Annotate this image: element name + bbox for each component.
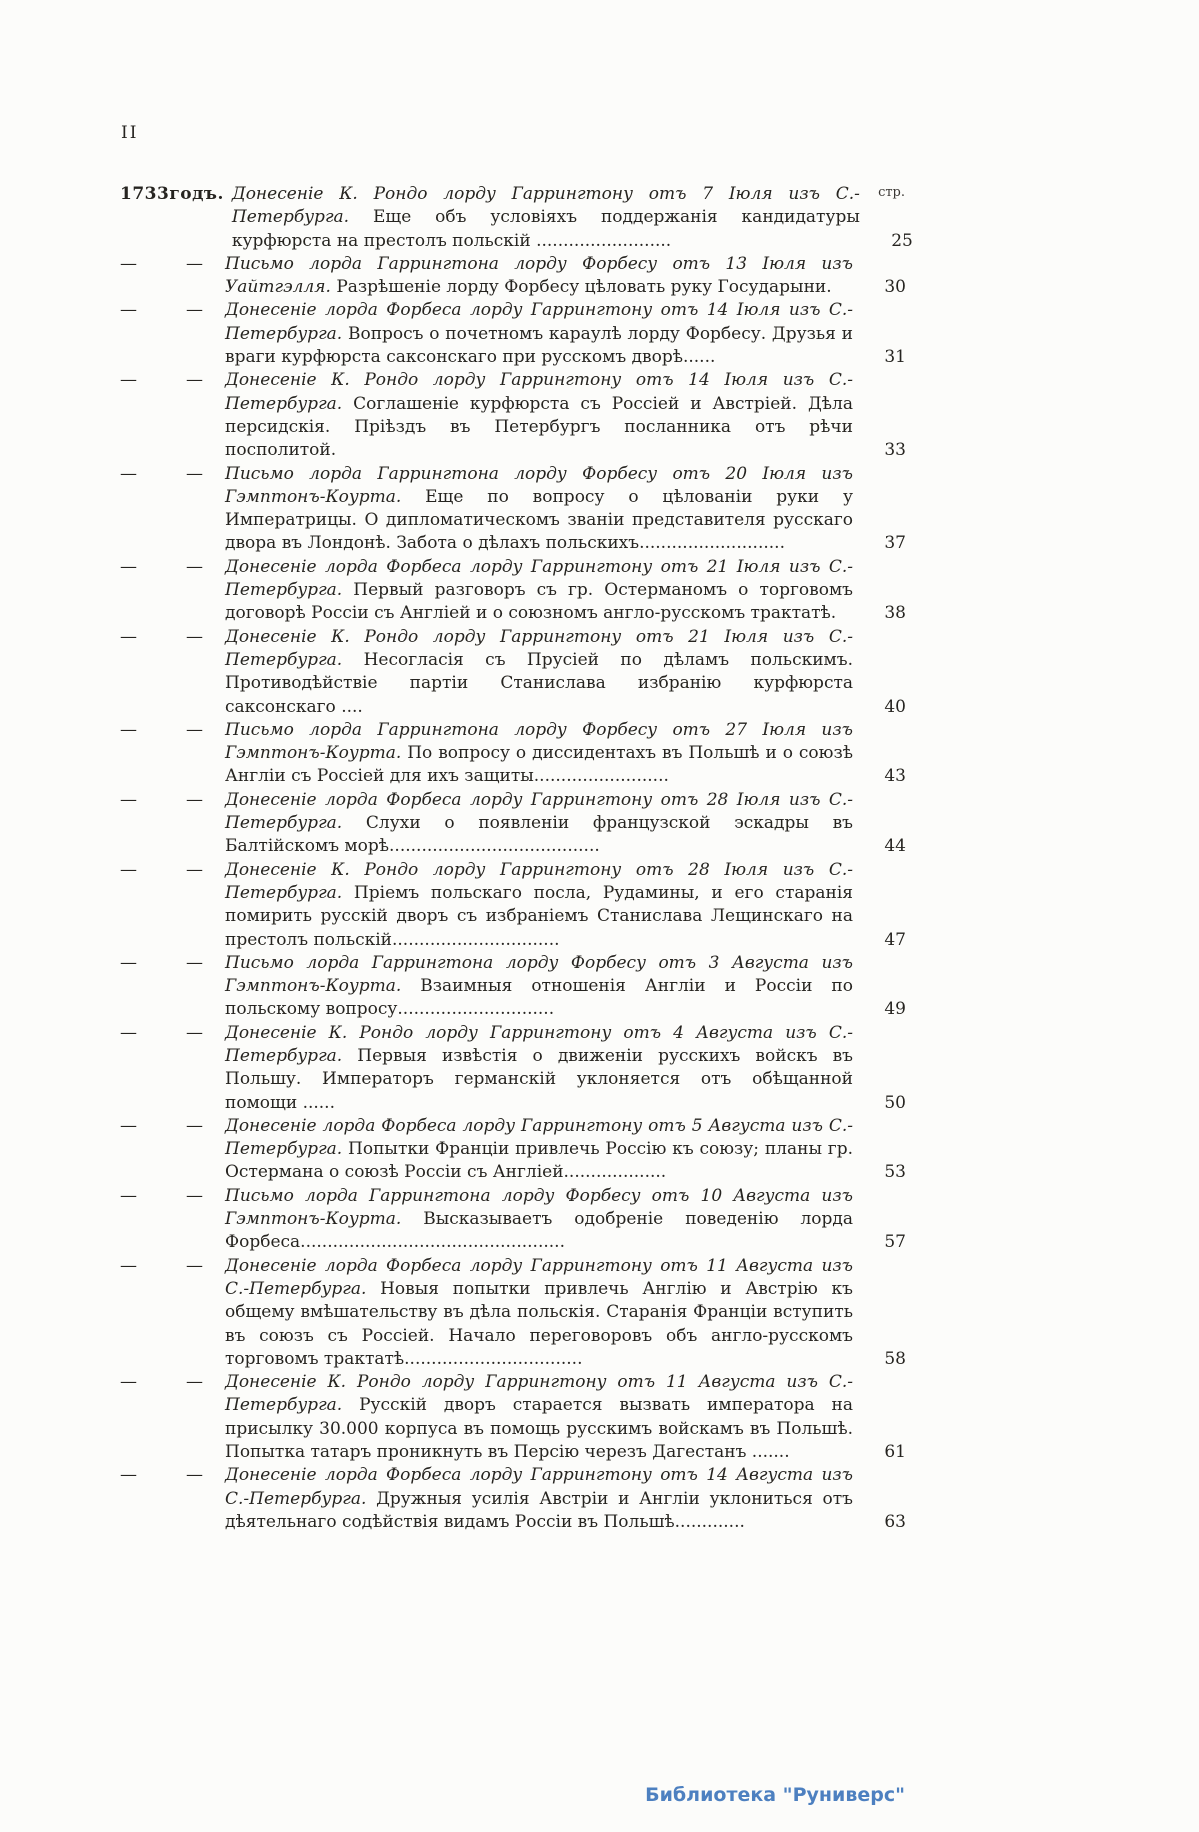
toc-entry	[120, 626, 906, 719]
entry-year-marker	[120, 1464, 225, 1534]
entry-title: Донесеніе К. Рондо лорду Гаррингтону отъ 4 Августа изъ С.-Петербурга.	[225, 1022, 853, 1066]
toc-entry	[120, 859, 906, 952]
entry-marker-left: —	[120, 1022, 137, 1043]
entry-title: Письмо лорда Гаррингтона лорду Форбесу отъ 13 Іюля изъ Уайтгэлля.	[225, 253, 853, 298]
entry-text	[225, 253, 853, 300]
entry-description: Попытки Франціи привлечь Россію къ союзу; планы гр. Остермана о союзѣ Россіи съ Англіей...................	[225, 1139, 853, 1183]
entry-page-number: 61	[884, 1442, 906, 1463]
entry-marker-right: —	[186, 253, 203, 274]
entry-title: Донесеніе лорда Форбеса лорду Гаррингтону отъ 14 Августа изъ С.-Петербурга.	[225, 1465, 853, 1509]
toc-entry	[120, 789, 906, 859]
entry-year-marker	[120, 463, 225, 556]
entry-title: Донесеніе К. Рондо лорду Гаррингтону отъ 14 Іюля изъ С.-Петербурга.	[225, 370, 853, 414]
entry-marker-right: —	[186, 1185, 203, 1206]
entry-description: Несогласія съ Прусіей по дѣламъ польскимъ. Противодѣйствіе партіи Станислава избранію курфюрста саксонскаго ....	[225, 649, 853, 717]
entry-year-marker	[120, 1022, 225, 1115]
entry-year-marker	[120, 556, 225, 626]
entry-year-marker	[120, 1255, 225, 1371]
entry-text	[225, 1371, 853, 1464]
toc-entry	[120, 299, 906, 369]
entry-description: Новыя попытки привлечь Англію и Австрію къ общему вмѣшательству въ дѣла польскія. Старанія Франціи вступить въ союзъ съ Россіей. Начало переговоровъ объ англо-русскомъ торговомъ трактатѣ.................................	[225, 1278, 853, 1369]
page-folio: II	[121, 123, 139, 143]
entry-year-marker	[120, 789, 225, 859]
entry-description: Еще объ условіяхъ поддержанія кандидатуры курфюрста на престолъ польскій .........................	[231, 207, 860, 251]
entry-description: Пріемъ польскаго посла, Рудамины, и его старанія помирить русскій дворъ съ избраніемъ Станислава Лещинскаго на престолъ польскій...............................	[225, 882, 853, 950]
entry-marker-right: —	[186, 1255, 203, 1276]
entry-text	[225, 1185, 853, 1255]
entry-description: Первый разговоръ съ гр. Остерманомъ о торговомъ договорѣ Россіи съ Англіей и о союзномъ англо-русскомъ трактатѣ.	[225, 580, 853, 624]
page-column-header: стр.	[878, 185, 905, 200]
toc-entry	[120, 253, 906, 300]
entry-marker-left: —	[120, 370, 137, 391]
entry-page-number: 47	[884, 929, 906, 950]
entry-marker-left: —	[120, 253, 137, 274]
entry-text	[232, 183, 860, 253]
entry-marker-right: —	[186, 626, 203, 647]
entry-marker-right: —	[186, 952, 203, 973]
entry-marker-right: —	[186, 370, 203, 391]
toc-entry	[120, 1464, 906, 1534]
entry-year-marker	[120, 859, 225, 952]
entry-page-number: 49	[884, 999, 906, 1020]
toc-entry	[120, 463, 906, 556]
entry-marker-left: —	[120, 1255, 137, 1276]
entry-marker-right: —	[186, 463, 203, 484]
entry-marker-right: —	[186, 789, 203, 810]
entry-marker-left: —	[120, 300, 137, 321]
entry-description: Взаимныя отношенія Англіи и Россіи по польскому вопросу.............................	[225, 976, 853, 1020]
entry-title: Донесеніе лорда Форбеса лорду Гаррингтону отъ 28 Іюля изъ С.-Петербурга.	[225, 789, 853, 834]
entry-text	[225, 369, 853, 462]
entry-title: Письмо лорда Гаррингтона лорду Форбесу отъ 3 Августа изъ Гэмптонъ-Коурта.	[225, 952, 853, 997]
entry-title: Донесеніе К. Рондо лорду Гаррингтону отъ 21 Іюля изъ С.-Петербурга.	[225, 626, 853, 670]
entry-description: Высказываетъ одобреніе поведенію лорда Форбеса.................................................	[225, 1209, 853, 1253]
toc-list	[120, 183, 913, 1534]
entry-marker-right: —	[186, 1022, 203, 1043]
entry-description: Первыя извѣстія о движеніи русскихъ войскъ въ Польшу. Императоръ германскій уклоняется отъ обѣщанной помощи ......	[225, 1045, 853, 1113]
entry-text	[225, 556, 853, 626]
entry-text	[225, 1255, 853, 1371]
entry-page-number: 58	[884, 1348, 906, 1369]
entry-marker-left: —	[120, 952, 137, 973]
toc-entry	[120, 183, 913, 253]
entry-year-marker	[120, 253, 225, 300]
entry-marker-left: —	[120, 789, 137, 810]
entry-marker-right: —	[186, 300, 203, 321]
toc-entry	[120, 369, 906, 462]
toc-entry	[120, 1022, 906, 1115]
toc-entry	[120, 556, 906, 626]
entry-text	[225, 1464, 853, 1534]
entry-page-number: 38	[884, 603, 906, 624]
library-watermark: Библиотека "Руниверс"	[645, 1784, 905, 1806]
toc-entry	[120, 1255, 906, 1371]
entry-year-marker	[120, 1371, 225, 1464]
entry-title: Письмо лорда Гаррингтона лорду Форбесу отъ 20 Іюля изъ Гэмптонъ-Коурта.	[225, 463, 853, 507]
entry-title: Письмо лорда Гаррингтона лорду Форбесу отъ 27 Іюля изъ Гэмптонъ-Коурта.	[225, 719, 853, 764]
entry-title: Донесеніе К. Рондо лорду Гаррингтону отъ 11 Августа изъ С.-Петербурга.	[225, 1372, 853, 1416]
entry-title: Донесеніе К. Рондо лорду Гаррингтону отъ 7 Іюля изъ С.-Петербурга.	[231, 184, 860, 228]
entry-year-marker	[120, 1115, 225, 1185]
entry-text	[225, 463, 853, 556]
entry-marker-left: —	[120, 1465, 137, 1486]
entry-page-number: 43	[884, 766, 906, 787]
entry-year-marker	[120, 952, 225, 1022]
entry-page-number: 50	[884, 1092, 906, 1113]
entry-description: Разрѣшеніе лорду Форбесу цѣловать руку Государыни.	[330, 277, 832, 298]
entry-text	[225, 299, 853, 369]
entry-marker-right: годъ.	[169, 184, 224, 204]
entry-year-marker	[120, 719, 225, 789]
entry-page-number: 63	[884, 1511, 906, 1532]
entry-description: Еще по вопросу о цѣлованіи руки у Императрицы. О дипломатическомъ званіи представителя русскаго двора въ Лондонѣ. Забота о дѣлахъ польскихъ...........................	[225, 486, 853, 554]
entry-description: Русскій дворъ старается вызвать императора на присылку 30.000 корпуса въ помощь русскимъ войскамъ въ Польшѣ. Попытка татаръ проникнуть въ Персію черезъ Дагестанъ .......	[225, 1395, 853, 1463]
entry-marker-left: —	[120, 463, 137, 484]
entry-description: Соглашеніе курфюрста съ Россіей и Австріей. Дѣла персидскія. Пріѣздъ въ Петербургъ посланника отъ рѣчи посполитой.	[225, 393, 853, 461]
entry-page-number: 25	[891, 230, 913, 251]
entry-year-marker	[120, 183, 232, 253]
entry-page-number: 30	[884, 277, 906, 298]
entry-marker-right: —	[186, 719, 203, 740]
entry-page-number: 40	[884, 696, 906, 717]
entry-year-marker	[120, 1185, 225, 1255]
entry-description: Слухи о появленіи французской эскадры въ Балтійскомъ морѣ.......................................	[225, 813, 853, 857]
entry-page-number: 31	[884, 347, 906, 368]
entry-text	[225, 789, 853, 859]
toc-entry	[120, 719, 906, 789]
entry-marker-right: —	[186, 1115, 203, 1136]
entry-marker-right: —	[186, 1465, 203, 1486]
entry-description: Дружныя усилія Австріи и Англіи уклониться отъ дѣятельнаго содѣйствія видамъ Россіи въ Польшѣ.............	[225, 1488, 853, 1532]
entry-description: По вопросу о диссидентахъ въ Польшѣ и о союзѣ Англіи съ Россіей для ихъ защиты.........................	[225, 743, 853, 787]
entry-marker-left: —	[120, 719, 137, 740]
entry-marker-left: —	[120, 1115, 137, 1136]
toc-entry	[120, 1185, 906, 1255]
toc-entry	[120, 1115, 906, 1185]
entry-page-number: 37	[884, 533, 906, 554]
entry-year-marker	[120, 299, 225, 369]
entry-marker-left: —	[120, 859, 137, 880]
entry-page-number: 44	[884, 836, 906, 857]
toc-entry	[120, 952, 906, 1022]
entry-year-marker	[120, 626, 225, 719]
entry-text	[225, 859, 853, 952]
entry-title: Донесеніе лорда Форбеса лорду Гаррингтону отъ 5 Августа изъ С.-Петербурга.	[225, 1115, 853, 1160]
entry-year-marker	[120, 369, 225, 462]
entry-text	[225, 1022, 853, 1115]
entry-title: Донесеніе К. Рондо лорду Гаррингтону отъ 28 Іюля изъ С.-Петербурга.	[225, 859, 853, 903]
entry-marker-left: —	[120, 1185, 137, 1206]
entry-marker-right: —	[186, 1372, 203, 1393]
entry-title: Донесеніе лорда Форбеса лорду Гаррингтону отъ 11 Августа изъ С.-Петербурга.	[225, 1255, 853, 1299]
entry-marker-right: —	[186, 556, 203, 577]
entry-page-number: 53	[884, 1162, 906, 1183]
entry-description: Вопросъ о почетномъ караулѣ лорду Форбесу. Друзья и враги курфюрста саксонскаго при русскомъ дворѣ......	[225, 323, 853, 368]
entry-page-number: 33	[884, 440, 906, 461]
entry-marker-left: 1733	[120, 184, 170, 204]
toc-content	[120, 183, 913, 1534]
entry-text	[225, 952, 853, 1022]
entry-text	[225, 626, 853, 719]
entry-title: Донесеніе лорда Форбеса лорду Гаррингтону отъ 21 Іюля изъ С.-Петербурга.	[225, 556, 853, 601]
entry-marker-left: —	[120, 556, 137, 577]
entry-title: Донесеніе лорда Форбеса лорду Гаррингтону отъ 14 Іюля изъ С.-Петербурга.	[225, 300, 853, 344]
entry-title: Письмо лорда Гаррингтона лорду Форбесу отъ 10 Августа изъ Гэмптонъ-Коурта.	[225, 1185, 853, 1230]
entry-marker-left: —	[120, 626, 137, 647]
entry-marker-left: —	[120, 1372, 137, 1393]
entry-marker-right: —	[186, 859, 203, 880]
entry-text	[225, 1115, 853, 1185]
toc-entry	[120, 1371, 906, 1464]
entry-text	[225, 719, 853, 789]
entry-page-number: 57	[884, 1232, 906, 1253]
